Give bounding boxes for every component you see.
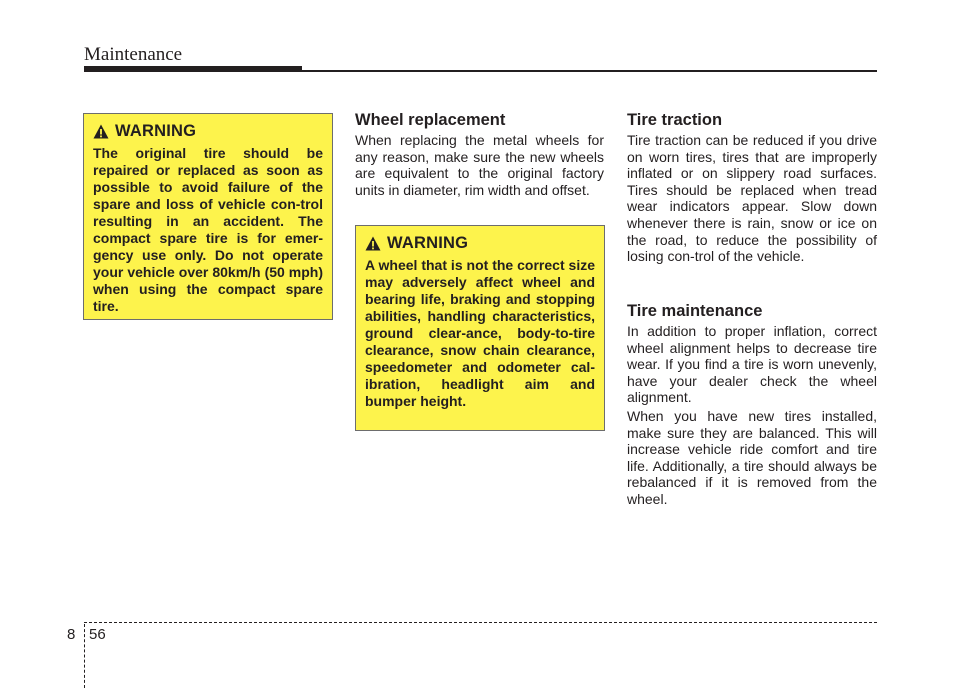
paragraph-wheel-replacement: When replacing the metal wheels for any reason, make sure the new wheels are equivalent to the original factory units in diameter, rim width and offset. [355,132,604,198]
chapter-number: 8 [67,626,76,643]
warning-triangle-icon [365,236,381,251]
warning-triangle-icon [93,124,109,139]
heading-tire-maintenance: Tire maintenance [627,302,763,320]
footer-divider [84,624,85,688]
warning-title: WARNING [387,234,469,252]
footer-rule [84,622,877,623]
page-header-title: Maintenance [84,44,183,65]
heading-wheel-replacement: Wheel replacement [355,111,506,129]
warning-header [365,234,595,253]
page-number: 56 [89,626,106,643]
paragraph-tire-traction: Tire traction can be reduced if you drive on worn tires, tires that are improperly inflated or on slippery road surfaces. Tires should be replaced when tread wear indicators appear. Slow down whenever there is rain, snow or ice on the road, to reduce the possibility of losing con-trol of the vehicle. [627,132,877,265]
warning-box-wheel-size [355,225,605,431]
warning-title: WARNING [115,122,197,140]
heading-tire-traction: Tire traction [627,111,723,129]
header-rule-thin [84,70,877,72]
warning-box-spare-tire [83,113,333,320]
warning-header [93,122,323,141]
warning-text: The original tire should be repaired or replaced as soon as possible to avoid failure of the spare and loss of vehicle con-trol resulting in an accident. The compact spare tire is for emer-gency use only. Do not operate your vehicle over 80km/h (50 mph) when using the compact spare tire. [93,145,323,314]
warning-text: A wheel that is not the correct size may adversely affect wheel and bearing life, braking and stopping abilities, handling characteristics, ground clear-ance, body-to-tire clearance, snow chain clearance, speedometer and odometer cal-ibration, headlight aim and bumper height. [365,257,595,409]
paragraph-tire-maintenance-1: In addition to proper inflation, correct wheel alignment helps to decrease tire wear. If you find a tire is worn unevenly, have your dealer check the wheel alignment. [627,323,877,406]
paragraph-tire-maintenance-2: When you have new tires installed, make sure they are balanced. This will increase vehicle ride comfort and tire life. Additionally, a tire should always be rebalanced if it is removed from the wheel. [627,408,877,507]
